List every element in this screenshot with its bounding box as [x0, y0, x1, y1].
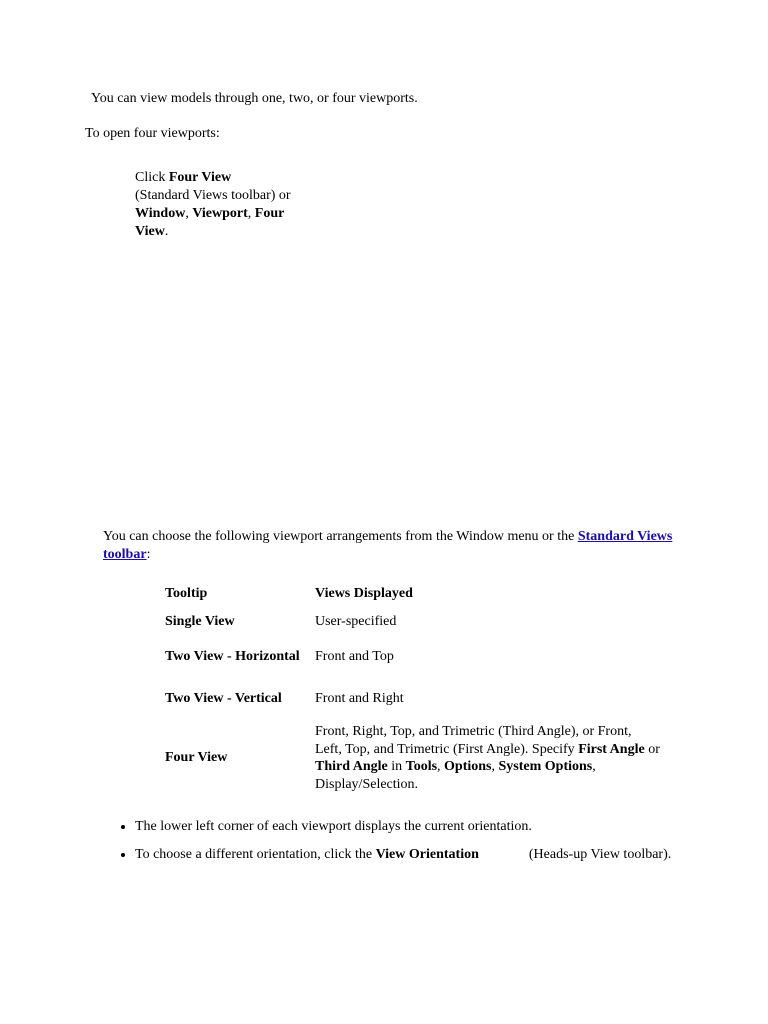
period: .	[164, 224, 169, 239]
click-text: Click	[135, 170, 166, 185]
in-text: in	[391, 759, 403, 774]
separator: ,	[247, 206, 255, 221]
window-menu: Window	[135, 206, 186, 221]
views-cell	[308, 720, 667, 796]
notes-list	[110, 818, 695, 874]
table-row	[158, 608, 667, 636]
or-text: or	[648, 741, 660, 757]
standard-views-toolbar-link[interactable]: Standard Views toolbar	[103, 529, 673, 562]
header-views-displayed: Views Displayed	[315, 586, 413, 602]
toolbar-note: (Standard Views toolbar) or	[135, 188, 291, 203]
views-cell: Front and Right	[315, 691, 404, 707]
system-options: System Options	[498, 759, 593, 774]
four-menu: Four	[254, 206, 285, 221]
open-four-viewports-heading: To open four viewports:	[85, 126, 220, 141]
viewport-menu: Viewport	[192, 206, 248, 221]
table-row	[158, 678, 667, 720]
tooltip-cell: Two View - Horizontal	[165, 649, 300, 665]
views-cell: Front and Top	[315, 649, 394, 665]
list-item	[135, 846, 695, 864]
table-row	[158, 636, 667, 678]
header-tooltip: Tooltip	[165, 586, 208, 602]
arrangements-description: You can choose the following viewport arrangements from the Window menu or the	[103, 529, 575, 544]
four-view-description: Front, Right, Top, and Trimetric (Third Angle), or Front, Left, Top, and Trimetric (First Angle). Specify	[315, 724, 632, 757]
view-orientation-command: View Orientation	[375, 847, 479, 862]
display-selection: , Display/Selection.	[315, 759, 596, 792]
tools-menu: Tools	[405, 759, 438, 774]
view-menu: View	[135, 224, 165, 239]
tooltip-cell: Single View	[165, 614, 235, 630]
third-angle: Third Angle	[315, 759, 388, 774]
tooltip-cell: Two View - Vertical	[165, 691, 282, 707]
separator: ,	[437, 759, 445, 774]
viewport-arrangements-table	[158, 580, 667, 796]
list-item	[135, 818, 695, 836]
orientation-instruction: To choose a different orientation, click the	[135, 847, 373, 862]
tooltip-cell: Four View	[165, 750, 228, 766]
separator: ,	[185, 206, 193, 221]
first-angle: First Angle	[578, 741, 645, 757]
table-header-row	[158, 580, 667, 608]
heads-up-toolbar-note: (Heads-up View toolbar).	[528, 847, 672, 862]
table-row	[158, 720, 667, 796]
options-menu: Options	[444, 759, 492, 774]
orientation-note: The lower left corner of each viewport displays the current orientation.	[135, 819, 532, 834]
views-cell: User-specified	[315, 614, 397, 630]
four-view-step	[135, 169, 320, 241]
colon: :	[146, 547, 151, 562]
intro-text: You can view models through one, two, or four viewports.	[91, 91, 418, 106]
four-view-command: Four View	[168, 170, 232, 185]
arrangements-text	[103, 528, 693, 564]
separator: ,	[491, 759, 499, 774]
